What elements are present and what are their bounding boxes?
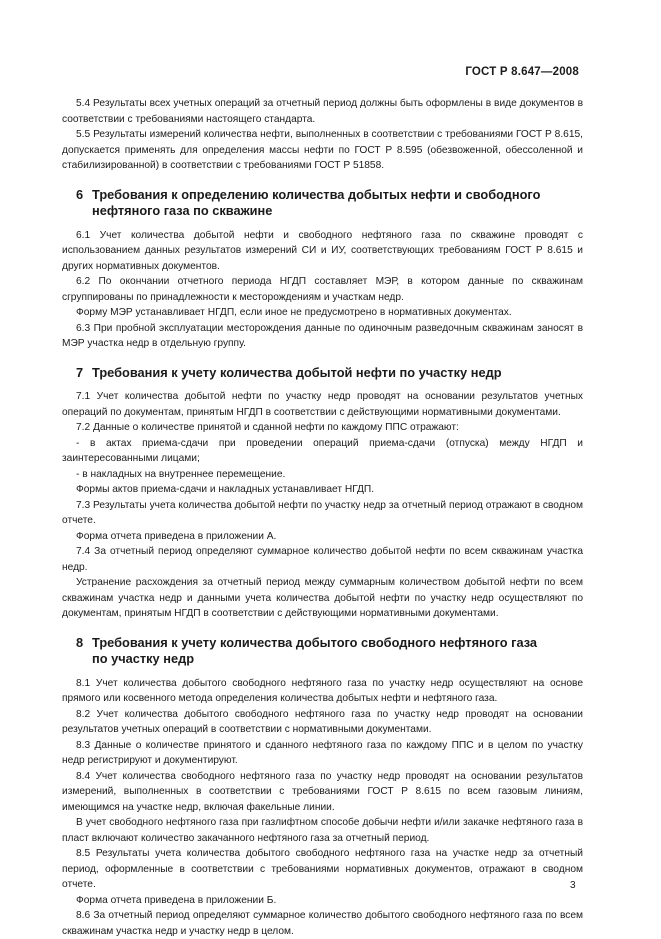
paragraph: - в актах приема-сдачи при проведении операций приема-сдачи (отпуска) между НГДП и заинтересованными лицами; [62, 437, 583, 464]
section-heading [62, 365, 583, 382]
paragraph: 7.3 Результаты учета количества добытой нефти по участку недр за отчетный период отражают в сводном отчете. [62, 499, 583, 526]
section-title: Требования к учету количества добытой нефти по участку недр [92, 364, 502, 380]
paragraph: Форма отчета приведена в приложении Б. [76, 894, 277, 906]
section-heading [62, 187, 583, 220]
paragraph: 8.5 Результаты учета количества добытого свободного нефтяного газа на участке недр за отчетный период, оформленные в соответствии с требованиями нормативных документов, отражают в сводном отчете. [62, 848, 583, 890]
paragraph: 8.1 Учет количества добытого свободного нефтяного газа по участку недр осуществляют на основе прямого или косвенного метода определения количества добытых нефти и нефтяного газа. [62, 677, 583, 704]
section-title: Требования к учету количества добытого свободного нефтяного газа [92, 634, 538, 650]
paragraph: 8.2 Учет количества добытого свободного нефтяного газа по участку недр проводят на основании результатов учетных операций в соответствии с нормативными документами. [62, 708, 583, 735]
paragraph: 7.1 Учет количества добытой нефти по участку недр проводят на основании результатов учетных операций по документам, принятым НГДП в соответствии с действующими нормативными документами. [62, 391, 583, 418]
paragraph: 6.3 При пробной эксплуатации месторождения данные по одиночным разведочным скважинам заносят в МЭР участка недр в отдельную группу. [62, 322, 583, 349]
section-number: 6 [76, 186, 84, 202]
document-body [62, 96, 583, 939]
section-title-continued: нефтяного газа по скважине [92, 203, 273, 218]
paragraph: 7.2 Данные о количестве принятой и сданной нефти по каждому ППС отражают: [76, 422, 459, 433]
paragraph: 6.2 По окончании отчетного периода НГДП составляет МЭР, в котором данные по скважинам сгруппированы по принадлежности к месторождениям и участкам недр. [62, 276, 583, 303]
paragraph: 5.5 Результаты измерений количества нефти, выполненных в соответствии с требованиями ГОСТ Р 8.615, допускается применять для определения массы нефти по ГОСТ Р 8.595 (обезвоженной, обессоленной и стабилизированной) в соответствии с требованиями ГОСТ Р 51858. [62, 129, 583, 171]
paragraph: Форма отчета приведена в приложении А. [76, 530, 277, 542]
section-title-continued: по участку недр [92, 651, 195, 666]
paragraph: 8.3 Данные о количестве принятого и сданного нефтяного газа по каждому ППС и в целом по участку недр регистрируют и документируют. [62, 739, 583, 766]
page-number: 3 [570, 880, 576, 891]
paragraph: Формы актов приема-сдачи и накладных устанавливает НГДП. [76, 484, 375, 495]
paragraph: 8.6 За отчетный период определяют суммарное количество добытого свободного нефтяного газа по всем скважинам участка недр и участку недр в целом. [62, 910, 583, 937]
paragraph: В учет свободного нефтяного газа при газлифтном способе добычи нефти и/или закачке нефтяного газа в пласт включают количество закачанного нефтяного газа за отчетный период. [62, 817, 583, 844]
paragraph: Устранение расхождения за отчетный период между суммарным количеством добытой нефти по всем скважинам участка недр и данными учета количества добытой нефти по участку недр осуществляют по документам, принятым НГДП в соответствии с действующими нормативными документами. [62, 577, 583, 619]
paragraph: 7.4 За отчетный период определяют суммарное количество добытой нефти по всем скважинам участка недр. [62, 546, 583, 573]
paragraph: - в накладных на внутреннее перемещение. [76, 468, 286, 480]
section-number: 8 [76, 634, 84, 650]
document-id-header: ГОСТ Р 8.647—2008 [465, 66, 579, 78]
paragraph: 6.1 Учет количества добытой нефти и свободного нефтяного газа по скважине проводят с использованием данных результатов измерений СИ и ИУ, соответствующих требованиям ГОСТ Р 8.615 и других нормативных документов. [62, 229, 583, 272]
section-title: Требования к определению количества добытых нефти и свободного [92, 186, 541, 202]
paragraph: Форму МЭР устанавливает НГДП, если иное не предусмотрено в нормативных документах. [76, 307, 512, 318]
paragraph: 8.4 Учет количества свободного нефтяного газа по участку недр проводят на основании результатов измерений, выполненных в соответствии с требованиями ГОСТ Р 8.615 по всем газовым линиям, имеющимся на участке недр, включая факельные линии. [62, 770, 583, 813]
paragraph: 5.4 Результаты всех учетных операций за отчетный период должны быть оформлены в виде документов в соответствии с требованиями настоящего стандарта. [62, 98, 583, 125]
section-number: 7 [76, 364, 84, 380]
section-heading [62, 635, 583, 668]
